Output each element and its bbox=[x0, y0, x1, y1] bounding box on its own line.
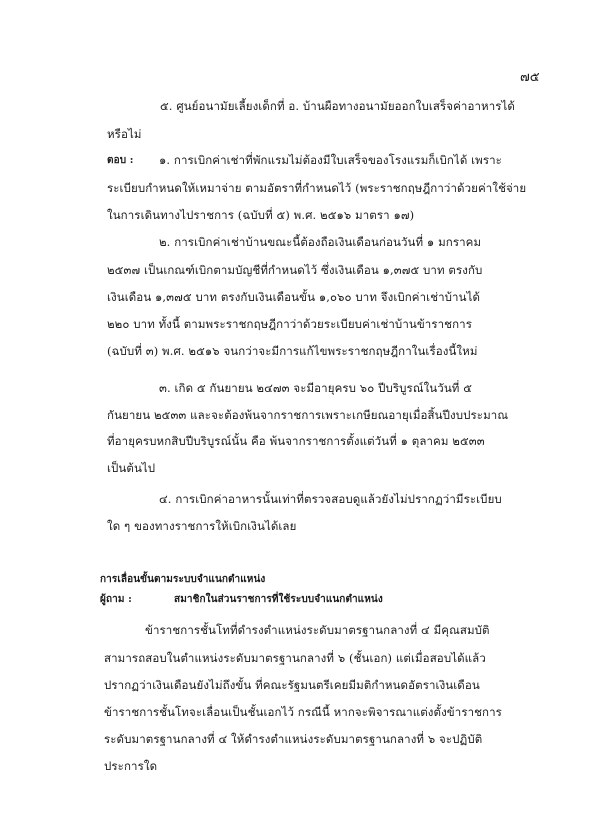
section-body-line-5: ระดับมาตรฐานกลางที่ ๔ ให้ดำรงตำแหน่งระดับมาตรฐานกลางที่ ๖ จะปฏิบัติ bbox=[104, 732, 483, 746]
answer-3-line-4: เป็นต้นไป bbox=[107, 461, 156, 475]
answer-3-line-2: กันยายน ๒๕๓๓ และจะต้องพ้นจากราชการเพราะเกษียณอายุเมื่อสิ้นปีงบประมาณ bbox=[107, 408, 509, 422]
section-body-line-2: สามารถสอบในตำแหน่งระดับมาตรฐานกลางที่ ๖ (ชั้นเอก) แต่เมื่อสอบได้แล้ว bbox=[104, 651, 486, 665]
answer-2-line-5: (ฉบับที่ ๓) พ.ศ. ๒๕๑๖ จนกว่าจะมีการแก้ไขพระราชกฤษฎีกาในเรื่องนี้ใหม่ bbox=[107, 344, 478, 358]
section-heading: การเลื่อนขั้นตามระบบจำแนกตำแหน่ง bbox=[100, 574, 266, 585]
answer-2-line-3: เงินเดือน ๑,๓๗๕ บาท ตรงกับเงินเดือนขั้น ๑,๐๖๐ บาท จึงเบิกค่าเช่าบ้านได้ bbox=[107, 290, 481, 304]
answer-1-line-2: ระเบียบกำหนดให้เหมาจ่าย ตามอัตราที่กำหนดไว้ (พระราชกฤษฎีกาว่าด้วยค่าใช้จ่าย bbox=[107, 181, 527, 195]
section-body-line-6: ประการใด bbox=[104, 759, 158, 773]
section-body-line-1: ข้าราชการชั้นโทที่ดำรงตำแหน่งระดับมาตรฐานกลางที่ ๔ มีคุณสมบัติ bbox=[145, 623, 490, 637]
answer-3-line-3: ที่อายุครบหกสิบปีบริบูรณ์นั้น คือ พ้นจากราชการตั้งแต่วันที่ ๑ ตุลาคม ๒๕๓๓ bbox=[107, 434, 485, 448]
answer-3-line-1: ๓. เกิด ๕ กันยายน ๒๔๗๓ จะมีอายุครบ ๖๐ ปีบริบูรณ์ในวันที่ ๕ bbox=[159, 381, 473, 395]
question-5-line-1: ๕. ศูนย์อนามัยเลี้ยงเด็กที่ อ. บ้านผือทางอนามัยออกใบเสร็จค่าอาหารได้ bbox=[160, 99, 516, 113]
answer-1-line-3: ในการเดินทางไปราชการ (ฉบับที่ ๕) พ.ศ. ๒๕๑๖ มาตรา ๑๗) bbox=[107, 208, 415, 222]
asker-name: สมาชิกในส่วนราชการที่ใช้ระบบจำแนกตำแหน่ง bbox=[174, 594, 383, 605]
answer-2-line-4: ๒๒๐ บาท ทั้งนี้ ตามพระราชกฤษฎีกาว่าด้วยระเบียบค่าเช่าบ้านข้าราชการ bbox=[107, 317, 472, 331]
answer-2-line-2: ๒๕๓๗ เป็นเกณฑ์เบิกตามบัญชีที่กำหนดไว้ ซึ่งเงินเดือน ๑,๓๗๕ บาท ตรงกับ bbox=[107, 263, 483, 277]
question-5-line-2: หรือไม่ bbox=[107, 127, 142, 141]
answer-4-line-2: ใด ๆ ของทางราชการให้เบิกเงินได้เลย bbox=[107, 519, 297, 533]
answer-label: ตอบ : bbox=[107, 155, 134, 166]
answer-4-line-1: ๔. การเบิกค่าอาหารนั้นเท่าที่ตรวจสอบดูแล้วยังไม่ปรากฏว่ามีระเบียบ bbox=[159, 492, 502, 506]
section-body-line-4: ข้าราชการชั้นโทจะเลื่อนเป็นชั้นเอกไว้ กรณีนี้ หากจะพิจารณาแต่งตั้งข้าราชการ bbox=[104, 705, 502, 719]
page-number: ๗๕ bbox=[520, 70, 540, 85]
section-body-line-3: ปรากฏว่าเงินเดือนยังไม่ถึงขั้น ที่คณะรัฐมนตรีเคยมีมติกำหนดอัตราเงินเดือน bbox=[104, 678, 480, 692]
asker-label: ผู้ถาม : bbox=[100, 594, 132, 605]
answer-2-line-1: ๒. การเบิกค่าเช่าบ้านขณะนี้ต้องถือเงินเดือนก่อนวันที่ ๑ มกราคม bbox=[159, 235, 482, 249]
answer-1-line-1: ๑. การเบิกค่าเช่าที่พักแรมไม่ต้องมีใบเสร็จของโรงแรมก็เบิกได้ เพราะ bbox=[159, 153, 502, 167]
